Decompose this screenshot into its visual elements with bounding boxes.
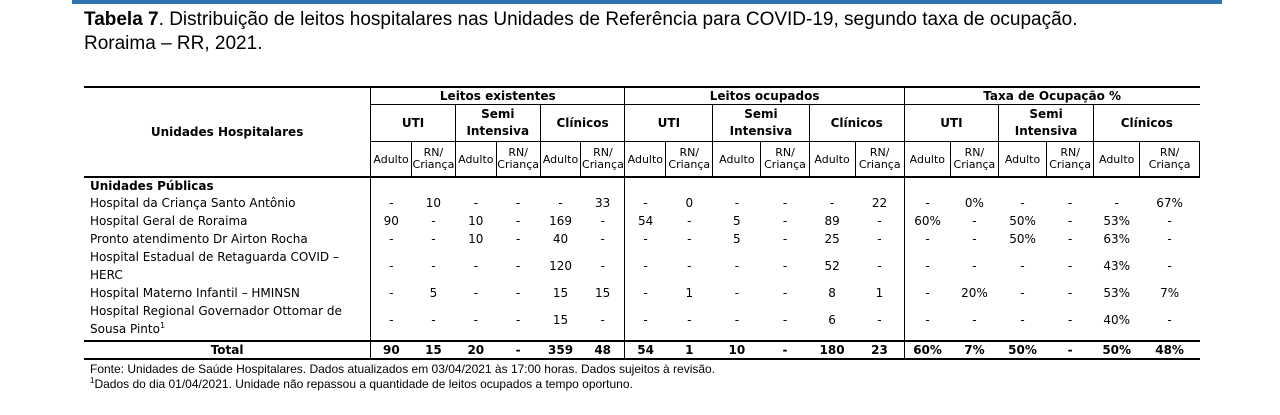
col-rn-crianca: RN/ Criança: [1140, 142, 1200, 178]
table-cell: -: [371, 248, 412, 284]
subgroup-clinicos: Clínicos: [1094, 105, 1200, 142]
table-cell: -: [473, 259, 478, 273]
table-cell: 52: [824, 259, 840, 273]
table-cell: -: [904, 248, 950, 284]
table-cell: -: [496, 341, 540, 359]
table-cell: -: [972, 313, 977, 327]
col-adulto: Adulto: [540, 142, 581, 178]
table-row: [84, 302, 1200, 341]
table-cell: -: [625, 194, 666, 212]
table-cell: -: [972, 232, 977, 246]
table-cell: -: [516, 286, 521, 300]
col-rn-crianca: RN/ Criança: [855, 142, 904, 178]
table-row: [84, 230, 1200, 248]
table-cell: -: [687, 313, 692, 327]
table-cell: 48%: [1140, 341, 1200, 359]
table-cell: 33: [595, 196, 611, 210]
hospital-name-line1: Hospital Materno Infantil – HMINSN: [90, 286, 300, 300]
table-cell: -: [782, 232, 788, 246]
table-cell: 1: [875, 286, 884, 300]
footnote-text: Dados do dia 01/04/2021. Unidade não repassou a quantidade de leitos ocupados a tempo oportuno.: [94, 377, 633, 391]
table-cell: -: [829, 196, 835, 210]
table-cell: -: [516, 313, 521, 327]
table-cell: -: [1167, 313, 1172, 327]
table-cell: -: [600, 259, 605, 273]
table-row: [84, 212, 1200, 230]
table-cell: 15: [552, 313, 569, 327]
col-adulto: Adulto: [904, 142, 950, 178]
table-cell: 7%: [950, 341, 998, 359]
table-cell: -: [1167, 232, 1172, 246]
col-rn-crianca: RN/ Criança: [1047, 142, 1094, 178]
table-cell: 6: [828, 313, 836, 327]
hospital-name-line1: Hospital Regional Governador Ottomar de: [90, 304, 342, 318]
subgroup-clinicos: Clínicos: [540, 105, 625, 142]
col-adulto: Adulto: [455, 142, 496, 178]
hospital-name: [84, 212, 371, 230]
table-cell: -: [904, 194, 950, 212]
top-rule: [72, 0, 1222, 4]
table-cell: -: [1114, 196, 1119, 210]
table-cell: -: [1067, 286, 1073, 300]
group-header-existentes: Leitos existentes: [371, 87, 625, 105]
hospital-name: [84, 284, 371, 302]
table-cell: -: [734, 286, 740, 300]
table-cell: 20: [455, 341, 496, 359]
table-cell: -: [972, 259, 977, 273]
table-cell: -: [625, 284, 666, 302]
beds-table: [84, 86, 1200, 360]
table-cell: -: [1067, 214, 1073, 228]
table-cell: 50%: [998, 341, 1046, 359]
hospital-name-line1: Hospital da Criança Santo Antônio: [90, 196, 296, 210]
table-cell: 5: [429, 286, 438, 300]
hospital-name-line1: Hospital Estadual de Retaguarda COVID –: [90, 250, 339, 264]
table-cell: 54: [625, 212, 666, 230]
col-adulto: Adulto: [625, 142, 666, 178]
table-cell: 15: [552, 286, 569, 300]
table-cell: 10: [468, 214, 484, 228]
hospital-name-line2: Sousa Pinto: [90, 322, 160, 336]
table-cell: -: [877, 313, 882, 327]
col-rn-crianca: RN/ Criança: [581, 142, 625, 178]
table-cell: -: [431, 232, 436, 246]
table-cell: -: [371, 194, 412, 212]
col-rn-crianca: RN/ Criança: [950, 142, 998, 178]
table-cell: -: [904, 230, 950, 248]
footnotes: [90, 362, 715, 392]
table-cell: 60%: [904, 212, 950, 230]
table-cell: 53%: [1103, 214, 1131, 228]
table-cell: 60%: [904, 341, 950, 359]
table-cell: 10: [468, 232, 484, 246]
table-cell: -: [431, 259, 436, 273]
table-cell: -: [972, 214, 977, 228]
table-cell: -: [1020, 286, 1025, 300]
table-cell: 89: [824, 214, 840, 228]
table-cell: 25: [824, 232, 840, 246]
hospital-name: [84, 248, 371, 284]
table-cell: -: [473, 313, 478, 327]
caption-label: Tabela 7: [84, 9, 159, 30]
table-cell: -: [734, 259, 740, 273]
table-cell: -: [734, 196, 740, 210]
table-cell: -: [1020, 196, 1025, 210]
table-row: [84, 248, 1200, 284]
table-cell: -: [473, 196, 478, 210]
table-cell: -: [782, 214, 788, 228]
table-cell: -: [1067, 196, 1073, 210]
table-cell: 22: [871, 196, 888, 210]
table-cell: 90: [371, 212, 412, 230]
table-cell: -: [904, 284, 950, 302]
table-cell: -: [782, 286, 788, 300]
table-cell: 50%: [1094, 341, 1140, 359]
hospital-name-line2: HERC: [90, 268, 123, 282]
table-cell: 48: [581, 341, 625, 359]
table-cell: 8: [828, 286, 836, 300]
table-cell: -: [877, 259, 882, 273]
hospital-name-line1: Hospital Geral de Roraima: [90, 214, 248, 228]
table-cell: -: [904, 302, 950, 341]
table-cell: -: [600, 313, 605, 327]
table-cell: -: [1167, 259, 1172, 273]
table-cell: 7%: [1160, 286, 1180, 300]
table-cell: -: [431, 313, 436, 327]
table-cell: -: [600, 232, 605, 246]
table-cell: -: [1047, 341, 1094, 359]
table-cell: -: [625, 248, 666, 284]
hospital-name: [84, 230, 371, 248]
table-cell: -: [516, 232, 521, 246]
col-adulto: Adulto: [998, 142, 1046, 178]
subgroup-semi: Semi Intensiva: [998, 105, 1093, 142]
hospital-name-line1: Pronto atendimento Dr Airton Rocha: [90, 232, 308, 246]
table-cell: 180: [809, 341, 855, 359]
table-cell: -: [1020, 259, 1025, 273]
table-cell: 54: [625, 341, 666, 359]
caption-text: . Distribuição de leitos hospitalares nas Unidades de Referência para COVID-19, segundo taxa de ocupação.: [158, 9, 1078, 30]
table-cell: 23: [855, 341, 904, 359]
table-cell: -: [371, 302, 412, 341]
table-cell: -: [1067, 313, 1073, 327]
table-cell: 15: [595, 286, 611, 300]
table-cell: 40%: [1103, 313, 1131, 327]
table-cell: 169: [549, 214, 572, 228]
table-cell: -: [687, 232, 692, 246]
table-cell: -: [371, 230, 412, 248]
col-rn-crianca: RN/ Criança: [496, 142, 540, 178]
table-cell: 10: [713, 341, 761, 359]
hospital-name: [84, 194, 371, 212]
table-cell: 10: [425, 196, 442, 210]
table-cell: -: [625, 230, 666, 248]
col-adulto: Adulto: [713, 142, 761, 178]
table-cell: -: [473, 286, 478, 300]
section-label: Unidades Públicas: [90, 179, 214, 193]
group-header-ocupados: Leitos ocupados: [625, 87, 904, 105]
table-cell: 0%: [964, 196, 984, 210]
table-caption: [84, 8, 1234, 56]
footnote-marker: 1: [90, 376, 95, 385]
table-cell: -: [1020, 313, 1025, 327]
table-row: [84, 194, 1200, 212]
subgroup-uti: UTI: [371, 105, 456, 142]
col-rn-crianca: RN/ Criança: [761, 142, 809, 178]
group-header-taxa: Taxa de Ocupação %: [904, 87, 1199, 105]
col-rn-crianca: RN/ Criança: [666, 142, 713, 178]
table-cell: 1: [685, 286, 694, 300]
table-cell: -: [782, 313, 788, 327]
table-cell: 53%: [1103, 286, 1131, 300]
table-cell: -: [600, 214, 605, 228]
table-cell: -: [782, 259, 788, 273]
table-cell: -: [877, 214, 882, 228]
table-cell: -: [1167, 214, 1172, 228]
table-cell: 50%: [1009, 232, 1036, 246]
table-cell: 20%: [961, 286, 988, 300]
table-cell: -: [431, 214, 436, 228]
table-cell: -: [877, 232, 882, 246]
table-cell: 40: [552, 232, 569, 246]
table-cell: -: [625, 302, 666, 341]
source-note: Fonte: Unidades de Saúde Hospitalares. Dados atualizados em 03/04/2021 às 17:00 horas. Dados sujeitos à revisão.: [90, 362, 716, 376]
table-cell: 43%: [1103, 259, 1131, 273]
subgroup-clinicos: Clínicos: [809, 105, 904, 142]
col-adulto: Adulto: [809, 142, 855, 178]
subgroup-uti: UTI: [625, 105, 713, 142]
table-cell: -: [371, 284, 412, 302]
table-cell: 67%: [1156, 196, 1183, 210]
table-cell: -: [687, 214, 692, 228]
table-cell: -: [516, 196, 521, 210]
table-cell: 63%: [1103, 232, 1131, 246]
total-label: Total: [84, 341, 371, 359]
table-cell: 359: [540, 341, 581, 359]
subgroup-semi: Semi Intensiva: [713, 105, 809, 142]
table-cell: -: [516, 214, 521, 228]
table-cell: 0: [685, 196, 694, 210]
total-row: [84, 341, 1200, 359]
table-cell: 1: [666, 341, 713, 359]
subgroup-uti: UTI: [904, 105, 998, 142]
unit-header: Unidades Hospitalares: [84, 87, 371, 177]
table-cell: 5: [733, 214, 741, 228]
table-cell: 5: [733, 232, 741, 246]
footnote-1: [90, 377, 715, 392]
col-adulto: Adulto: [371, 142, 412, 178]
table-cell: -: [782, 196, 788, 210]
table-cell: -: [1067, 259, 1073, 273]
table-cell: -: [516, 259, 521, 273]
col-rn-crianca: RN/ Criança: [411, 142, 455, 178]
table-cell: 90: [371, 341, 412, 359]
hospital-name: [84, 302, 371, 341]
footnote-ref: 1: [159, 321, 166, 330]
table-cell: -: [1067, 232, 1073, 246]
subgroup-semi: Semi Intensiva: [455, 105, 540, 142]
table-cell: -: [687, 259, 692, 273]
table-cell: -: [761, 341, 809, 359]
caption-line2: Roraima – RR, 2021.: [84, 33, 263, 54]
table-row: [84, 284, 1200, 302]
table-cell: 50%: [1009, 214, 1036, 228]
table-cell: 120: [549, 259, 572, 273]
col-adulto: Adulto: [1094, 142, 1140, 178]
table-cell: -: [558, 196, 563, 210]
table-cell: -: [734, 313, 740, 327]
table-cell: 15: [411, 341, 455, 359]
